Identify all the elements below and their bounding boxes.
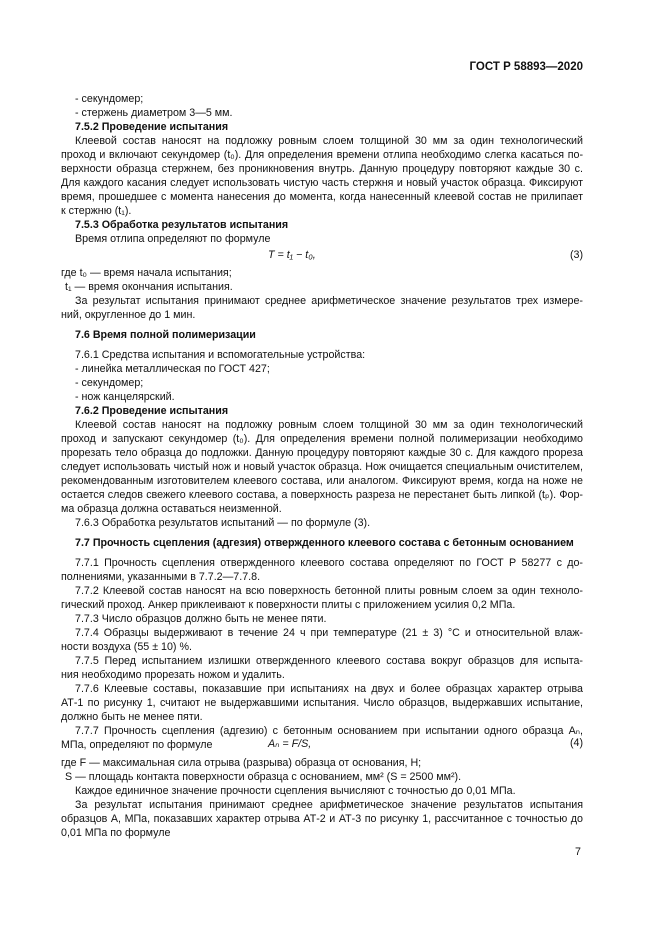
section-heading: 7.5.2 Проведение испытания — [75, 121, 229, 133]
text-line: Каждое единичное значение прочности сцепления вычисляют с точностью до 0,01 МПа. — [75, 785, 516, 797]
page-header: ГОСТ Р 58893—2020 — [469, 61, 583, 73]
formula-number: (4) — [569, 737, 583, 749]
text-line: Клеевой состав наносят на подложку ровным слоем толщиной 30 мм за один технологический — [75, 135, 583, 147]
text-line: ния необходимо прорезать ножом и удалить. — [61, 669, 285, 681]
text-line: к стержню (t₁). — [61, 205, 132, 217]
text-line: гический проход. Анкер приклеивают к поверхности плиты с приложением усилия 0,2 МПа. — [61, 599, 516, 611]
text-line: МПа, определяют по формуле — [61, 739, 213, 751]
text-line: прорезать тело образца до подложки. Данную процедуру повторяют каждые 30 с. Для каждого прореза — [61, 447, 583, 459]
text-line: полнениями, указанными в 7.7.2—7.7.8. — [61, 571, 261, 583]
text-line: остается следов свежего клеевого состава, а поверхность разреза не перестанет быть липкой (tₚ). Фор- — [61, 489, 583, 501]
text-line: Клеевой состав наносят на подложку ровным слоем толщиной 30 мм за один технологический — [75, 419, 583, 431]
text-line: t₁ — время окончания испытания. — [65, 281, 233, 293]
text-line: 7.7.7 Прочность сцепления (адгезию) с бетонным основанием при испытании одного образца Aₙ, — [75, 725, 583, 737]
text-line: - нож канцелярский. — [75, 391, 175, 403]
text-line: 7.7.6 Клеевые составы, показавшие при испытаниях на двух и более образцах характер отрыва — [75, 683, 583, 695]
section-heading: 7.6.2 Проведение испытания — [75, 405, 229, 417]
text-line: рекомендованным изготовителем клеевого состава, или аналогом. Фиксируют время, когда на ноже не — [61, 475, 583, 487]
text-line: За результат испытания принимают среднее арифметическое значение результатов испытания — [75, 799, 583, 811]
text-line: 7.7.2 Клеевой состав наносят на всю поверхность бетонной плиты ровным слоем за один техноло- — [75, 585, 583, 597]
text-line: - секундомер; — [75, 93, 144, 105]
text-line: ма образца должна оставаться неизменной. — [61, 503, 282, 515]
text-line: - стержень диаметром 3—5 мм. — [75, 107, 233, 119]
text-line: должно быть не менее пяти. — [61, 711, 203, 723]
text-line: 7.7.4 Образцы выдерживают в течение 24 ч при температуре (21 ± 3) °С и относительной влаж- — [75, 627, 583, 639]
text-line: 7.7.3 Число образцов должно быть не менее пяти. — [75, 613, 327, 625]
formula-number: (3) — [569, 249, 583, 261]
text-line: где F — максимальная сила отрыва (разрыва) образца от основания, Н; — [61, 757, 422, 769]
text-line: - линейка металлическая по ГОСТ 427; — [75, 363, 270, 375]
text-line: проход и запускают секундомер (t₀). Для определения времени полной полимеризации необходимо — [61, 433, 583, 445]
section-heading: 7.5.3 Обработка результатов испытания — [75, 219, 289, 231]
text-line: 0,01 МПа по формуле — [61, 827, 171, 839]
text-line: За результат испытания принимают среднее арифметическое значение результатов трех измере- — [75, 295, 583, 307]
formula-3: T = t₁ − t₀, — [268, 249, 316, 261]
text-line: АТ-1 по рисунку 1, считают не выдержавшими испытания. Число образцов, выдержавших испытание, — [61, 697, 583, 709]
text-line: где t₀ — время начала испытания; — [61, 267, 232, 279]
text-line: - секундомер; — [75, 377, 144, 389]
text-line: следует использовать чистый нож и новый участок образца. Нож очищается специальным очистителем, — [61, 461, 583, 473]
text-line: верхности образца стержнем, без проникновения внутрь. Данную процедуру повторяют каждые 30 с. — [61, 163, 583, 175]
text-line: проход и включают секундомер (t₀). Для определения времени отлипа необходимо слегка касаться по- — [61, 149, 583, 161]
text-line: ности воздуха (55 ± 10) %. — [61, 641, 192, 653]
text-line: Время отлипа определяют по формуле — [75, 233, 271, 245]
text-line: S — площадь контакта поверхности образца с основанием, мм² (S = 2500 мм²). — [65, 771, 462, 783]
text-line: 7.7.5 Перед испытанием излишки отвержденного клеевого состава вокруг образцов для испыта- — [75, 655, 583, 667]
section-heading: 7.6 Время полной полимеризации — [75, 329, 256, 341]
formula-4: Aₙ = F/S, — [268, 738, 312, 750]
text-line: 7.6.1 Средства испытания и вспомогательные устройства: — [75, 349, 366, 361]
section-heading: 7.7 Прочность сцепления (адгезия) отвержденного клеевого состава с бетонным основанием — [75, 537, 574, 549]
text-line: 7.7.1 Прочность сцепления отвержденного клеевого состава определяют по ГОСТ Р 58277 с до- — [75, 557, 583, 569]
text-line: ний, округленное до 1 мин. — [61, 309, 196, 321]
text-line: образцов A, МПа, показавших характер отрыва АТ-2 и АТ-3 по рисунку 1, рассчитанное с точностью до — [61, 813, 583, 825]
text-line: 7.6.3 Обработка результатов испытаний — по формуле (3). — [75, 517, 371, 529]
text-line: Для каждого касания следует использовать чистую часть стержня и новый участок образца. Фиксируют — [61, 177, 583, 189]
page-number: 7 — [575, 846, 581, 858]
text-line: время, прошедшее с момента нанесения до момента, когда нанесенный клеевой состав не прилипает — [61, 191, 583, 203]
